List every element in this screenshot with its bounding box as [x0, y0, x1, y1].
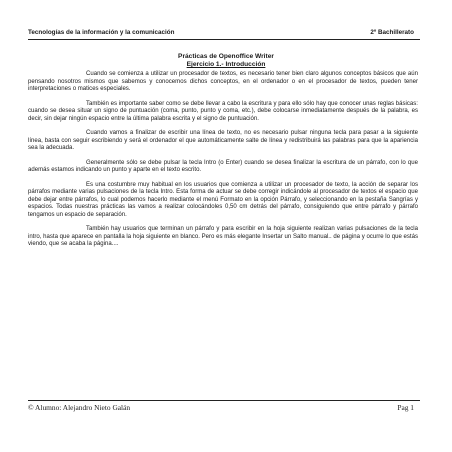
document-title — [0, 53, 452, 69]
header-subject: Tecnologías de la información y la comunicación — [28, 29, 175, 36]
paragraph: También es importante saber como se debe llevar a cabo la escritura y para ello sólo hay que conocer unas reglas básicas: cuando se desea situar un signo de puntuación (coma, punto, punto y coma, etc.), debe colocarse inmediatamente después de la palabra, es decir, sin dejar ningún espacio entre la última palabra escrita y el signo de puntuación. — [28, 100, 418, 122]
page-footer — [28, 402, 420, 414]
footer-divider — [28, 400, 420, 401]
page-number: Pag 1 — [397, 403, 414, 412]
paragraph: Es una costumbre muy habitual en los usuarios que comienza a utilizar un procesador de texto, la acción de separar los párrafos mediante varias pulsaciones de la tecla Intro. Esta forma de actuar se debe corregir indicándole al procesador de textos el espacio que debe dejar entre párrafos, lo cual podemos hacerlo mediante el menú Formato en la opción Párrafo, y seleccionando en la pestaña Sangrías y espacios. Todas nuestras prácticas las vamos a realizar colocándoles 0,50 cm detrás del párrafo, consiguiendo que entre párrafo y párrafo tengamos un espacio de separación. — [28, 181, 418, 218]
document-body — [28, 71, 418, 256]
header-divider — [28, 39, 420, 40]
header-course: 2º Bachillerato — [370, 29, 414, 36]
page-header — [28, 28, 420, 38]
title-line-2: Ejercicio 1.- Introducción — [186, 61, 266, 68]
footer-author: © Alumno: Alejandro Nieto Galán — [28, 403, 131, 412]
paragraph: Cuando se comienza a utilizar un procesador de textos, es necesario tener bien claro algunos conceptos básicos que aún pensando nosotros mismos que sabemos y conocemos dichos conceptos, en el ordenador o en el procesador de textos, pueden tener interpretaciones o matices especiales. — [28, 71, 418, 92]
title-line-1: Prácticas de Openoffice Writer — [178, 53, 274, 60]
paragraph: Cuando vamos a finalizar de escribir una línea de texto, no es necesario pulsar ninguna tecla para pasar a la siguiente línea, basta con seguir escribiendo y será el ordenador el que automáticamente salte de línea y redistribuirá las palabras para que la apariencia sea la adecuada. — [28, 130, 418, 151]
paragraph: También hay usuarios que terminan un párrafo y para escribir en la hoja siguiente realizan varias pulsaciones de la tecla intro, hasta que aparece en pantalla la hoja siguiente en blanco. Pero es más elegante Insertar un Salto manual.. de página y ocurre lo que estás viendo, que se acaba la página.... — [28, 226, 418, 247]
paragraph: Generalmente sólo se debe pulsar la tecla Intro (o Enter) cuando se desea finalizar la escritura de un párrafo, con lo que además estamos indicando un punto y aparte en el texto escrito. — [28, 159, 418, 173]
